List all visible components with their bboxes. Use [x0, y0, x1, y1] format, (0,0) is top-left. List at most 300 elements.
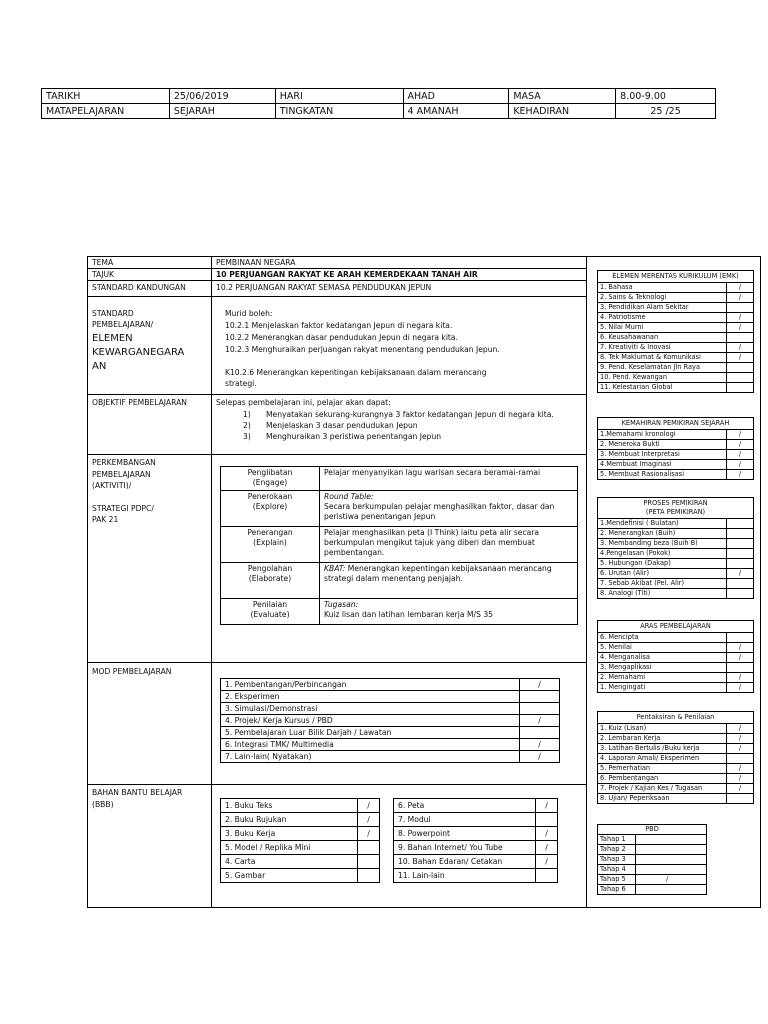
emk-row: [598, 313, 754, 323]
divider: [87, 280, 587, 281]
header-cell: TINGKATAN: [275, 104, 403, 119]
emk-row: [598, 363, 754, 373]
ap-title: ARAS PEMBELAJARAN: [598, 621, 754, 633]
bbb-row: [221, 827, 380, 841]
check-mark: [636, 885, 707, 895]
check-mark: [727, 754, 754, 764]
tajuk-value: 10 PERJUANGAN RAKYAT KE ARAH KEMERDEKAAN TANAH AIR: [216, 270, 478, 279]
table-cell: Secara berkumpulan pelajar menghasilkan faktor, dasar dan: [324, 502, 555, 511]
aktiviti-label: (AKTIVITI)/: [92, 481, 132, 490]
check-mark: /: [727, 569, 754, 579]
aktiviti-row: [221, 563, 578, 599]
emk-row: [598, 383, 754, 393]
table-cell: berkumpulan mengikut tajuk yang diberi dan membuat: [324, 538, 535, 547]
kps-table: [597, 417, 754, 480]
aktiviti-label: PAK 21: [92, 515, 119, 524]
phase-cell: [221, 527, 320, 563]
header-cell: HARI: [275, 89, 403, 104]
check-mark: [727, 663, 754, 673]
table-cell: 2. Sains & Teknologi: [598, 293, 727, 303]
check-mark: [636, 845, 707, 855]
table-cell: 4. Carta: [221, 855, 358, 869]
check-mark: /: [536, 855, 558, 869]
table-cell: 7. Projek / Kajian Kes / Tugasan: [598, 784, 727, 794]
emk-row: [598, 373, 754, 383]
kps-title: KEMAHIRAN PEMIKIRAN SEJARAH: [598, 418, 754, 430]
ap-table: [597, 620, 754, 693]
check-mark: /: [727, 764, 754, 774]
pn-row: [598, 734, 754, 744]
check-mark: [727, 363, 754, 373]
header-cell: MASA: [509, 89, 616, 104]
bbb-row: [394, 855, 558, 869]
pn-row: [598, 724, 754, 734]
table-cell: Penerokaan: [247, 492, 293, 501]
check-mark: /: [727, 323, 754, 333]
divider: [87, 296, 587, 297]
check-mark: /: [358, 827, 380, 841]
table-cell: 5. Pembelajaran Luar Bilik Darjah / Lawatan: [221, 727, 520, 739]
table-cell: (PETA PEMIKIRAN): [645, 508, 706, 516]
bbb-left-table: [220, 798, 380, 883]
table-cell: 1. Kuiz (Lisan): [598, 724, 727, 734]
table-cell: Tahap 6: [598, 885, 636, 895]
check-mark: [520, 703, 560, 715]
check-mark: /: [727, 774, 754, 784]
check-mark: [358, 841, 380, 855]
divider: [211, 256, 212, 907]
activity-cell: [320, 467, 578, 491]
check-mark: /: [727, 293, 754, 303]
sp-item: 10.2.1 Menjelaskan faktor kedatangan Jepun di negara kita.: [225, 321, 453, 330]
bbb-row: [221, 869, 380, 883]
table-cell: (Explain): [253, 538, 287, 547]
objektif-num: 2): [243, 421, 251, 430]
header-cell: KEHADIRAN: [509, 104, 616, 119]
table-cell: 7. Sebab Akibat (Pel. Alir): [598, 579, 727, 589]
table-cell: (Engage): [252, 478, 288, 487]
objektif-item: Menghuraikan 3 peristiwa penentangan Jepun: [266, 432, 442, 441]
table-cell: Round Table:: [324, 492, 374, 501]
check-mark: /: [727, 724, 754, 734]
table-cell: 8. Analogi (Titi): [598, 589, 727, 599]
table-cell: 2. Buku Rujukan: [221, 813, 358, 827]
ap-row: [598, 683, 754, 693]
table-cell: 10. Bahan Edaran/ Cetakan: [394, 855, 536, 869]
pbd-row: [598, 845, 707, 855]
check-mark: [727, 633, 754, 643]
divider: [87, 394, 587, 395]
pn-title: Pentaksiran & Penilaian: [598, 712, 754, 724]
pbd-table: [597, 824, 707, 895]
table-cell: Penilaian: [252, 600, 288, 609]
check-mark: /: [536, 841, 558, 855]
table-cell: 5. Gambar: [221, 869, 358, 883]
table-cell: 11. Kelestarian Global: [598, 383, 727, 393]
emk-row: [598, 333, 754, 343]
table-cell: Pelajar menghasilkan peta (I Think) iaitu peta alir secara: [324, 528, 540, 537]
header-cell: 25 /25: [616, 104, 716, 119]
table-cell: 3. Membuat Interpretasi: [598, 450, 727, 460]
activity-cell: [320, 527, 578, 563]
table-cell: 8. Tek Maklumat & Komunikasi: [598, 353, 727, 363]
check-mark: /: [727, 734, 754, 744]
table-cell: Kuiz lisan dan latihan lembaran kerja M/S 35: [324, 610, 493, 619]
header-table: [41, 88, 716, 119]
table-cell: 4.Membuat Imaginasi: [598, 460, 727, 470]
check-mark: [727, 303, 754, 313]
table-cell: 5. Hubungan (Dakap): [598, 559, 727, 569]
table-cell: Menerangkan kepentingan kebijaksanaan merancang: [345, 564, 552, 573]
table-cell: 1.Memahami kronologi: [598, 430, 727, 440]
pp-row: [598, 579, 754, 589]
table-cell: Penerangan: [247, 528, 293, 537]
sk-value: 10.2 PERJUANGAN RAKYAT SEMASA PENDUDUKAN JEPUN: [216, 283, 432, 292]
bbb-row: [394, 827, 558, 841]
table-cell: 8. Powerpoint: [394, 827, 536, 841]
check-mark: [727, 519, 754, 529]
table-cell: Penglibatan: [247, 468, 293, 477]
pn-row: [598, 794, 754, 804]
aktiviti-row: [221, 527, 578, 563]
table-cell: 4. Projek/ Kerja Kursus / PBD: [221, 715, 520, 727]
objektif-label: OBJEKTIF PEMBELAJARAN: [92, 398, 187, 407]
bbb-row: [394, 813, 558, 827]
table-cell: 1. Mengingati: [598, 683, 727, 693]
aktiviti-row: [221, 467, 578, 491]
pbd-row: [598, 835, 707, 845]
pbd-row: [598, 855, 707, 865]
check-mark: /: [727, 470, 754, 480]
emk-row: [598, 303, 754, 313]
bbb-label: (BBB): [92, 800, 114, 809]
table-cell: 6. Urutan (Alir): [598, 569, 727, 579]
table-cell: 5. Membuat Rasionalisasi: [598, 470, 727, 480]
check-mark: /: [536, 799, 558, 813]
table-cell: 10. Pend. Kewangan: [598, 373, 727, 383]
objektif-item: Menyatakan sekurang-kurangnya 3 faktor kedatangan Jepun di negara kita.: [266, 410, 554, 419]
check-mark: /: [727, 430, 754, 440]
header-cell: 4 AMANAH: [403, 104, 509, 119]
check-mark: [536, 869, 558, 883]
aktiviti-label: STRATEGI PDPC/: [92, 504, 154, 513]
table-cell: strategi dalam menentang penjajah.: [324, 574, 463, 583]
table-cell: 4. Patriotisme: [598, 313, 727, 323]
table-cell: 6. Keusahawanan: [598, 333, 727, 343]
check-mark: /: [727, 683, 754, 693]
emk-row: [598, 323, 754, 333]
header-row-1: [42, 89, 716, 104]
aktiviti-table: [220, 466, 578, 625]
objektif-num: 3): [243, 432, 251, 441]
table-cell: 3. Mengaplikasi: [598, 663, 727, 673]
table-cell: 4.Pengelasan (Pokok): [598, 549, 727, 559]
check-mark: /: [358, 813, 380, 827]
phase-cell: [221, 491, 320, 527]
sk-label: STANDARD KANDUNGAN: [92, 283, 186, 292]
check-mark: /: [727, 673, 754, 683]
check-mark: [727, 333, 754, 343]
emk-row: [598, 293, 754, 303]
check-mark: /: [536, 827, 558, 841]
aktiviti-label: PERKEMBANGAN: [92, 458, 156, 467]
mod-row: [221, 751, 560, 763]
check-mark: [536, 813, 558, 827]
table-cell: 2. Lembaran Kerja: [598, 734, 727, 744]
check-mark: [727, 589, 754, 599]
table-cell: Pelajar menyanyikan lagu warisan secara beramai-ramai: [324, 468, 541, 477]
emk-table: [597, 270, 754, 393]
table-cell: peristiwa penentangan Jepun: [324, 512, 436, 521]
table-cell: 9. Pend. Keselamatan Jln Raya: [598, 363, 727, 373]
table-cell: pembentangan.: [324, 548, 385, 557]
pn-row: [598, 744, 754, 754]
check-mark: [520, 727, 560, 739]
divider: [87, 454, 587, 455]
header-cell: SEJARAH: [169, 104, 275, 119]
table-cell: 2. Eksperimen: [221, 691, 520, 703]
kps-row: [598, 430, 754, 440]
tajuk-label: TAJUK: [92, 270, 115, 279]
bbb-row: [221, 841, 380, 855]
table-cell: 2. Memahami: [598, 673, 727, 683]
bbb-row: [221, 813, 380, 827]
bbb-row: [394, 799, 558, 813]
check-mark: [636, 835, 707, 845]
emk-title: ELEMEN MERENTAS KURIKULUM (EMK): [598, 271, 754, 283]
pp-table: [597, 497, 754, 599]
tema-label: TEMA: [92, 258, 114, 267]
pp-row: [598, 519, 754, 529]
phase-cell: [221, 467, 320, 491]
phase-cell: [221, 599, 320, 625]
pn-table: [597, 711, 754, 804]
pbd-row: [598, 875, 707, 885]
check-mark: /: [520, 739, 560, 751]
check-mark: /: [727, 450, 754, 460]
check-mark: /: [727, 440, 754, 450]
objektif-intro: Selepas pembelajaran ini, pelajar akan dapat:: [216, 398, 391, 407]
sp-intro: Murid boleh:: [225, 309, 273, 318]
mod-label: MOD PEMBELAJARAN: [92, 667, 172, 676]
table-cell: 1.Mendefinisi ( Bulatan): [598, 519, 727, 529]
sp-label: AN: [92, 361, 107, 372]
kps-row: [598, 460, 754, 470]
pn-row: [598, 784, 754, 794]
table-cell: 1. Bahasa: [598, 283, 727, 293]
table-cell: 3. Latihan Bertulis /Buku kerja: [598, 744, 727, 754]
bbb-row: [394, 841, 558, 855]
aktiviti-row: [221, 599, 578, 625]
check-mark: /: [358, 799, 380, 813]
check-mark: [520, 691, 560, 703]
sp-label: PEMBELAJARAN/: [92, 320, 154, 329]
sp-item: 10.2.3 Menghuraikan perjuangan rakyat menentang pendudukan Jepun.: [225, 345, 500, 354]
divider: [87, 662, 587, 663]
table-cell: Tugasan:: [324, 600, 359, 609]
emk-row: [598, 283, 754, 293]
table-cell: 3. Pendidikan Alam Sekitar: [598, 303, 727, 313]
check-mark: /: [520, 751, 560, 763]
table-cell: (Explore): [252, 502, 288, 511]
table-cell: Tahap 4: [598, 865, 636, 875]
pp-row: [598, 569, 754, 579]
bbb-row: [221, 855, 380, 869]
table-cell: 9. Bahan Internet/ You Tube: [394, 841, 536, 855]
check-mark: /: [727, 653, 754, 663]
table-cell: 1. Buku Teks: [221, 799, 358, 813]
table-cell: 5. Menilai: [598, 643, 727, 653]
table-cell: 5. Model / Replika Mini: [221, 841, 358, 855]
table-cell: 6. Integrasi TMK/ Multimedia: [221, 739, 520, 751]
mod-row: [221, 727, 560, 739]
emk-row: [598, 343, 754, 353]
table-cell: 5. Nilai Murni: [598, 323, 727, 333]
sp-label: STANDARD: [92, 309, 134, 318]
table-cell: 6. Pembentangan: [598, 774, 727, 784]
aktiviti-row: [221, 491, 578, 527]
table-cell: 5. Pemerhatian: [598, 764, 727, 774]
check-mark: /: [727, 283, 754, 293]
ap-row: [598, 673, 754, 683]
table-cell: KBAT:: [324, 564, 346, 573]
ap-row: [598, 663, 754, 673]
check-mark: /: [727, 643, 754, 653]
bbb-row: [394, 869, 558, 883]
check-mark: [727, 549, 754, 559]
kps-row: [598, 440, 754, 450]
pp-row: [598, 559, 754, 569]
check-mark: /: [727, 784, 754, 794]
check-mark: [727, 539, 754, 549]
pp-row: [598, 589, 754, 599]
check-mark: [727, 794, 754, 804]
check-mark: /: [520, 679, 560, 691]
bbb-label: BAHAN BANTU BELAJAR: [92, 788, 183, 797]
ap-row: [598, 643, 754, 653]
table-cell: PROSES PEMIKIRAN: [643, 499, 708, 507]
check-mark: [727, 383, 754, 393]
divider: [87, 268, 587, 269]
table-cell: (Evaluate): [250, 610, 290, 619]
activity-cell: [320, 563, 578, 599]
table-cell: Tahap 5: [598, 875, 636, 885]
table-cell: Pengolahan: [247, 564, 293, 573]
check-mark: /: [636, 875, 707, 885]
table-cell: 2. Menerangkan (Buih): [598, 529, 727, 539]
aktiviti-label: PEMBELAJARAN: [92, 470, 151, 479]
objektif-num: 1): [243, 410, 251, 419]
table-cell: 3. Buku Kerja: [221, 827, 358, 841]
pbd-row: [598, 865, 707, 875]
pn-row: [598, 754, 754, 764]
table-cell: 7. Modul: [394, 813, 536, 827]
check-mark: /: [727, 343, 754, 353]
ap-row: [598, 653, 754, 663]
table-cell: 1. Pembentangan/Perbincangan: [221, 679, 520, 691]
check-mark: [727, 529, 754, 539]
header-cell: 25/06/2019: [169, 89, 275, 104]
kps-row: [598, 470, 754, 480]
objektif-item: Menjelaskan 3 dasar pendudukan Jepun: [266, 421, 418, 430]
sp-kewarganegaraan: strategi.: [225, 379, 257, 388]
check-mark: [727, 579, 754, 589]
table-cell: 4. Menganalisa: [598, 653, 727, 663]
check-mark: /: [520, 715, 560, 727]
check-mark: [636, 865, 707, 875]
mod-table: [220, 678, 560, 763]
mod-row: [221, 691, 560, 703]
header-cell: TARIKH: [42, 89, 170, 104]
table-cell: 7. Lain-lain( Nyatakan): [221, 751, 520, 763]
sp-item: 10.2.2 Menerangkan dasar pendudukan Jepun di negara kita.: [225, 333, 458, 342]
check-mark: [358, 855, 380, 869]
table-cell: Tahap 3: [598, 855, 636, 865]
check-mark: /: [727, 744, 754, 754]
sp-label: ELEMEN: [92, 333, 133, 344]
table-cell: 3. Membanding beza (Buih B): [598, 539, 727, 549]
pp-row: [598, 529, 754, 539]
table-cell: 11. Lain-lain: [394, 869, 536, 883]
mod-row: [221, 703, 560, 715]
table-cell: (Elaborate): [248, 574, 292, 583]
tema-value: PEMBINAAN NEGARA: [216, 258, 296, 267]
bbb-row: [221, 799, 380, 813]
table-cell: Tahap 2: [598, 845, 636, 855]
check-mark: [358, 869, 380, 883]
check-mark: [727, 559, 754, 569]
table-cell: 6. Mencipta: [598, 633, 727, 643]
emk-row: [598, 353, 754, 363]
check-mark: /: [727, 460, 754, 470]
header-cell: AHAD: [403, 89, 509, 104]
pp-row: [598, 539, 754, 549]
pp-row: [598, 549, 754, 559]
table-cell: 8. Ujian/ Peperiksaan: [598, 794, 727, 804]
divider: [87, 784, 587, 785]
pbd-title: PBD: [598, 825, 707, 835]
mod-row: [221, 679, 560, 691]
ap-row: [598, 633, 754, 643]
check-mark: [727, 373, 754, 383]
check-mark: [636, 855, 707, 865]
kps-row: [598, 450, 754, 460]
table-cell: 4. Laporan Amali/ Eksperimen: [598, 754, 727, 764]
check-mark: /: [727, 353, 754, 363]
sp-label: KEWARGANEGARA: [92, 347, 185, 358]
table-cell: Tahap 1: [598, 835, 636, 845]
pbd-row: [598, 885, 707, 895]
mod-row: [221, 715, 560, 727]
header-cell: MATAPELAJARAN: [42, 104, 170, 119]
mod-row: [221, 739, 560, 751]
check-mark: /: [727, 313, 754, 323]
table-cell: 6. Peta: [394, 799, 536, 813]
table-cell: 7. Kreativiti & Inovasi: [598, 343, 727, 353]
table-cell: 3. Simulasi/Demonstrasi: [221, 703, 520, 715]
pp-title: [598, 498, 754, 519]
phase-cell: [221, 563, 320, 599]
header-cell: 8.00-9.00: [616, 89, 716, 104]
pn-row: [598, 764, 754, 774]
pn-row: [598, 774, 754, 784]
activity-cell: [320, 599, 578, 625]
divider: [586, 256, 587, 907]
sp-kewarganegaraan: K10.2.6 Menerangkan kepentingan kebijaksanaan dalam merancang: [225, 368, 487, 377]
header-row-2: [42, 104, 716, 119]
activity-cell: [320, 491, 578, 527]
bbb-right-table: [393, 798, 558, 883]
